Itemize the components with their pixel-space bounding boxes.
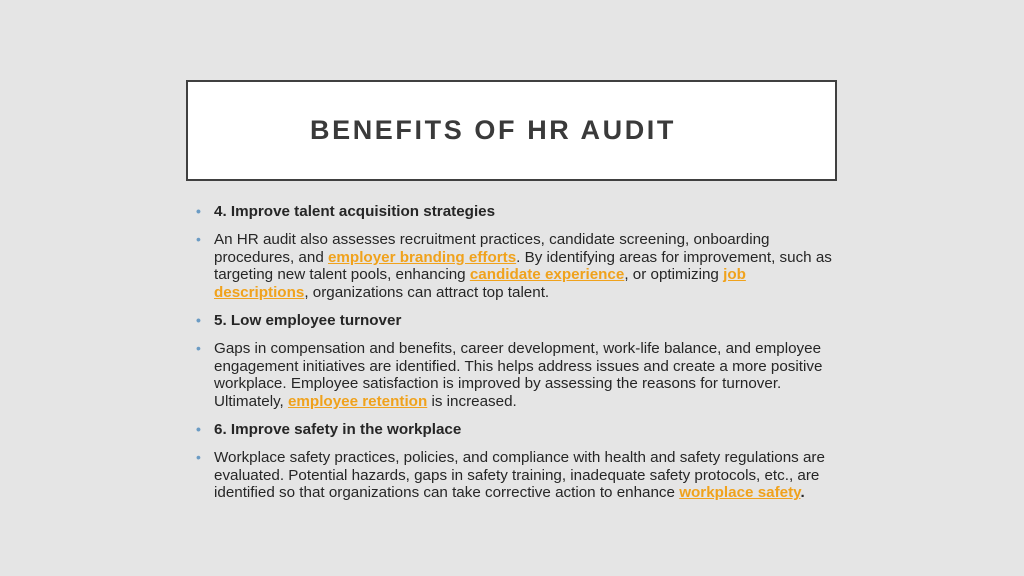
list-item — [196, 231, 836, 301]
list-item-heading — [196, 203, 836, 220]
bullet-icon: • — [196, 312, 201, 329]
list-item-heading — [196, 421, 836, 438]
heading-text: 4. Improve talent acquisition strategies — [214, 203, 496, 220]
job-descriptions-link[interactable]: job descriptions — [214, 266, 746, 301]
title-box — [186, 80, 837, 181]
body-text: is increased. — [427, 392, 517, 410]
bullet-list — [196, 203, 836, 513]
body-text: , or optimizing — [624, 266, 724, 284]
heading-text: 6. Improve safety in the workplace — [214, 421, 462, 439]
body-text: Gaps in compensation and benefits, career development, work-life balance, and employee engagement initiatives are identified. This helps address issues and create a more positive workplace. Employee satisfaction is improved by assessing the reasons for turnover. Ultimately, — [214, 340, 823, 410]
bullet-icon: • — [196, 421, 201, 438]
bullet-icon: • — [196, 340, 201, 357]
list-item — [196, 449, 836, 501]
body-text: An HR audit also assesses recruitment practices, candidate screening, onboarding procedures, and — [214, 231, 770, 266]
body-text: , organizations can attract top talent. — [304, 283, 550, 301]
bullet-icon: • — [196, 203, 201, 219]
workplace-safety-link[interactable]: workplace safety — [679, 484, 801, 502]
bullet-icon: • — [196, 231, 201, 248]
body-text: . — [800, 484, 805, 502]
candidate-experience-link[interactable]: candidate experience — [469, 266, 625, 284]
list-item — [196, 340, 836, 410]
body-text: Workplace safety practices, policies, and compliance with health and safety regulations are evaluated. Potential hazards, gaps in safety training, inadequate safety protocols, etc., are identified so that organizations can take corrective action to enhance — [214, 449, 825, 502]
list-item-heading — [196, 312, 836, 329]
slide-title: BENEFITS OF HR AUDIT — [310, 115, 676, 145]
employee-retention-link[interactable]: employee retention — [287, 392, 428, 410]
bullet-icon: • — [196, 449, 201, 466]
body-text: . By identifying areas for improvement, such as targeting new talent pools, enhancing — [214, 248, 832, 284]
heading-text: 5. Low employee turnover — [214, 312, 402, 330]
employer-branding-link[interactable]: employer branding efforts — [327, 248, 517, 266]
